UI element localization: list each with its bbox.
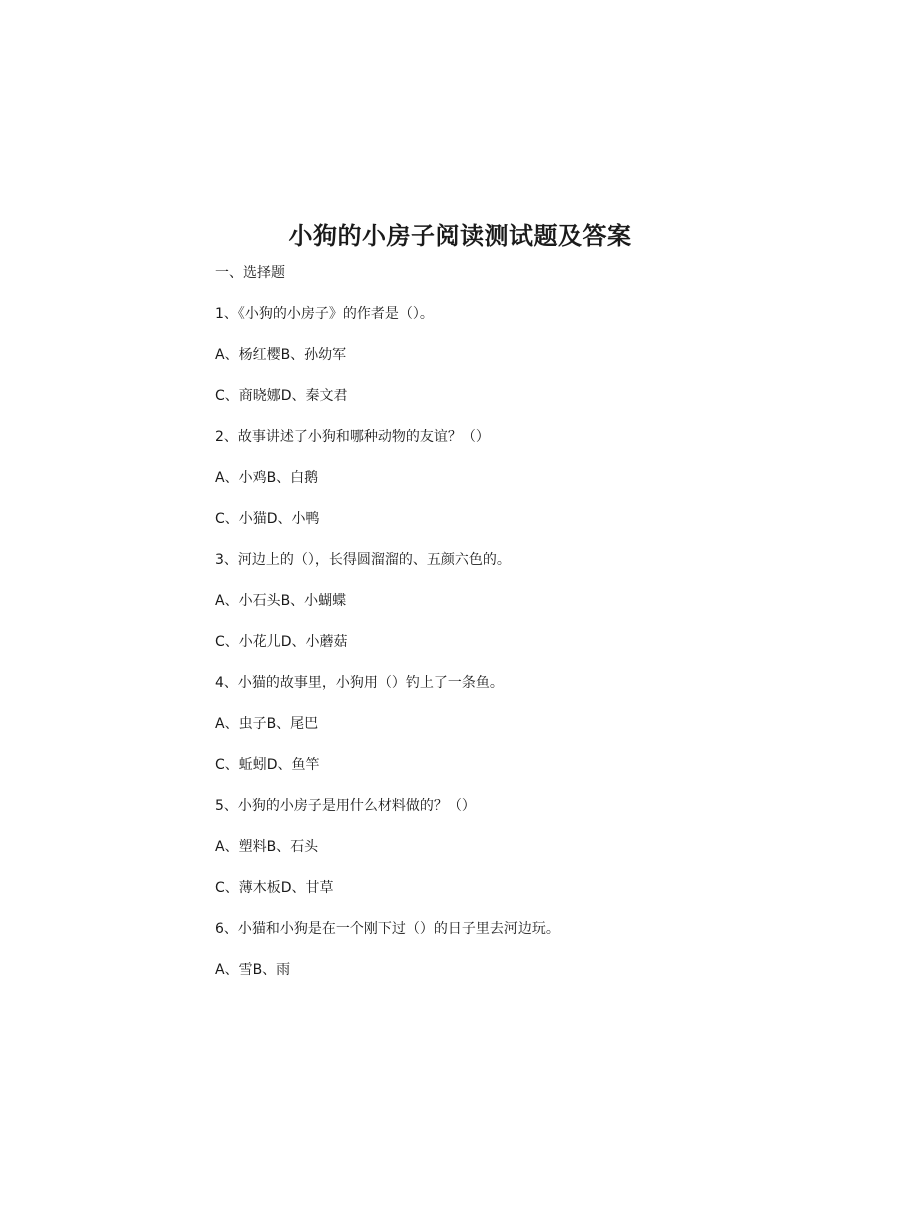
question-1: 1、《小狗的小房子》的作者是（）。 bbox=[215, 306, 434, 322]
question-2-options-ab: A、小鸡B、白鹅 bbox=[215, 470, 319, 486]
document-title: 小狗的小房子阅读测试题及答案 bbox=[288, 222, 632, 250]
question-2: 2、故事讲述了小狗和哪种动物的友谊？（） bbox=[215, 429, 490, 445]
question-2-options-cd: C、小猫D、小鸭 bbox=[215, 511, 320, 527]
question-6: 6、小猫和小狗是在一个刚下过（）的日子里去河边玩。 bbox=[215, 921, 560, 937]
question-4-options-ab: A、虫子B、尾巴 bbox=[215, 716, 319, 732]
question-5-options-cd: C、薄木板D、甘草 bbox=[215, 880, 334, 896]
question-4: 4、小猫的故事里，小狗用（）钓上了一条鱼。 bbox=[215, 675, 504, 691]
question-6-options-ab: A、雪B、雨 bbox=[215, 962, 291, 978]
question-3: 3、河边上的（），长得圆溜溜的、五颜六色的。 bbox=[215, 552, 511, 568]
question-5-options-ab: A、塑料B、石头 bbox=[215, 839, 319, 855]
question-5: 5、小狗的小房子是用什么材料做的？（） bbox=[215, 798, 476, 814]
question-1-options-ab: A、杨红樱B、孙幼军 bbox=[215, 347, 347, 363]
question-1-options-cd: C、商晓娜D、秦文君 bbox=[215, 388, 348, 404]
question-list bbox=[215, 262, 875, 1000]
section-heading: 一、选择题 bbox=[215, 265, 285, 281]
question-3-options-cd: C、小花儿D、小蘑菇 bbox=[215, 634, 348, 650]
question-4-options-cd: C、蚯蚓D、鱼竿 bbox=[215, 757, 320, 773]
question-3-options-ab: A、小石头B、小蝴蝶 bbox=[215, 593, 347, 609]
